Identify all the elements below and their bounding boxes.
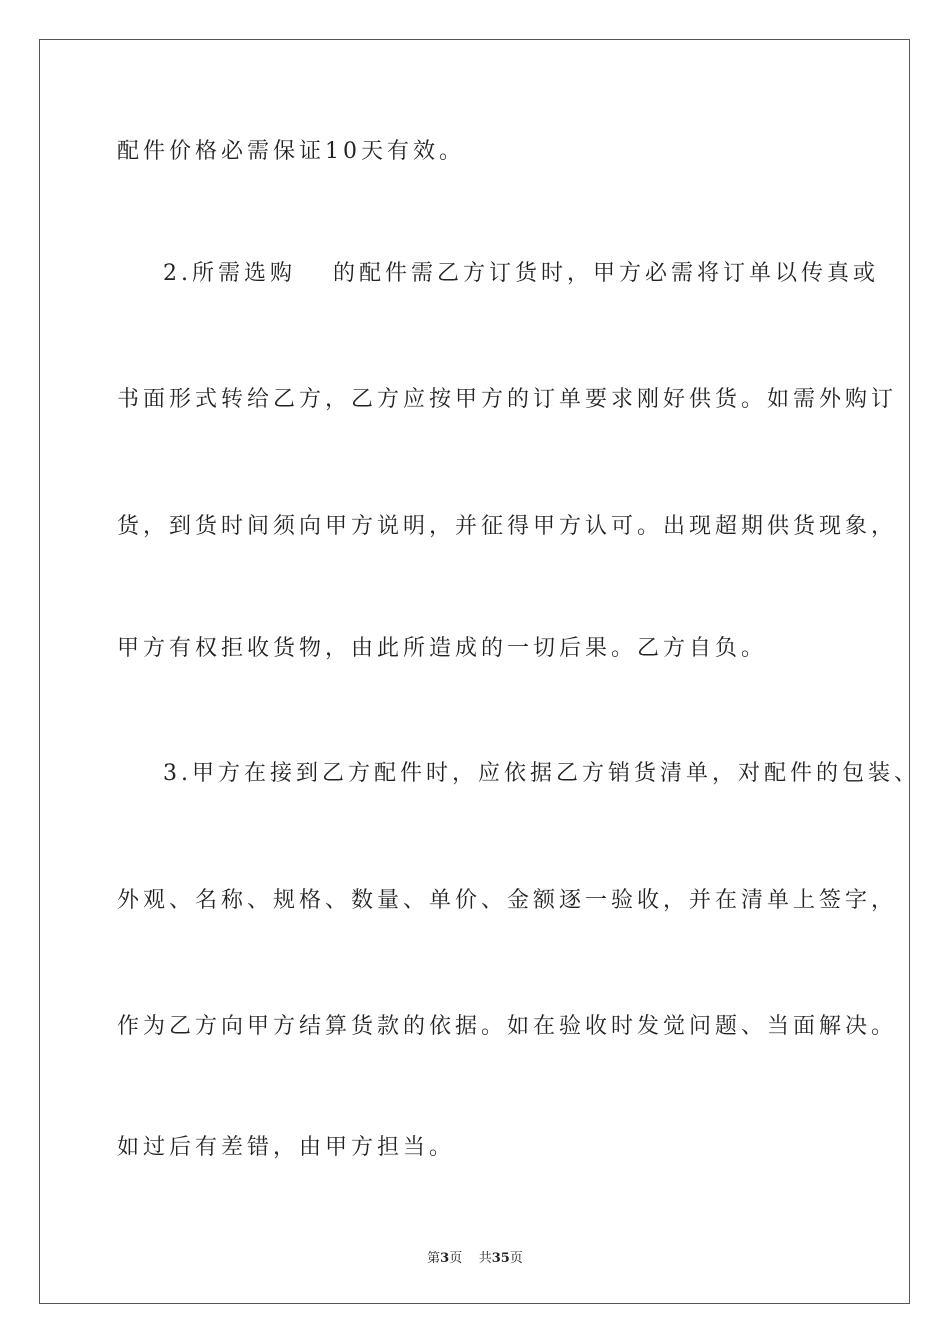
paragraph-line-3: 书面形式转给乙方，乙方应按甲方的订单要求刚好供货。如需外购订: [117, 387, 898, 412]
page-footer: [0, 1247, 950, 1266]
paragraph-line-7: 外观、名称、规格、数量、单价、金额逐一验收，并在清单上签字，: [117, 888, 898, 913]
paragraph-line-1: 配件价格必需保证10天有效。: [117, 139, 465, 164]
footer-page-number: 3: [440, 1251, 450, 1266]
page-border: [39, 39, 910, 1304]
paragraph-line-4: 货，到货时间须向甲方说明，并征得甲方认可。出现超期供货现象，: [117, 514, 898, 539]
footer-total-prefix: 共: [478, 1251, 492, 1266]
paragraph-line-9: 如过后有差错，由甲方担当。: [117, 1135, 456, 1160]
footer-total-pages: 35: [491, 1251, 510, 1266]
paragraph-line-5: 甲方有权拒收货物，由此所造成的一切后果。乙方自负。: [117, 636, 768, 661]
footer-page-prefix: 第: [427, 1251, 441, 1266]
paragraph-line-6: 3.甲方在接到乙方配件时，应依据乙方销货清单，对配件的包装、: [163, 761, 920, 786]
paragraph-line-2: 2.所需选购 的配件需乙方订货时，甲方必需将订单以传真或: [163, 261, 879, 286]
paragraph-line-8: 作为乙方向甲方结算货款的依据。如在验收时发觉问题、当面解决。: [117, 1014, 898, 1039]
footer-page-suffix: 页: [449, 1251, 463, 1266]
footer-total-suffix: 页: [509, 1251, 523, 1266]
